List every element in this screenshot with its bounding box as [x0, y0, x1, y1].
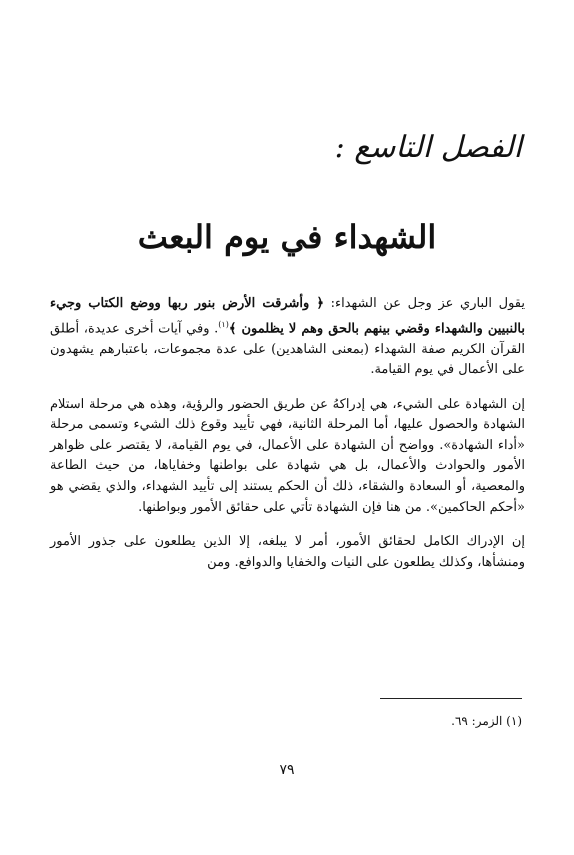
body-text [50, 294, 525, 587]
footnote: (١) الزمر: ٦٩. [451, 714, 522, 728]
paragraph-1 [50, 294, 525, 381]
footnote-divider [380, 698, 522, 699]
paragraph-2: إن الشهادة على الشيء، هي إدراكهُ عن طريق الحضور والرؤية، وهذه هي مرحلة استلام الشهادة والحصول عليها، أما المرحلة الثانية، فهي تأييد وقوع ذلك الشيء وتسمى مرحلة «أداء الشهادة». وواضح أن الشهادة على الأعمال، في يوم القيامة، لا يقتصر على ظواهر الأمور والحوادث والأعمال، بل هي شهادة على بواطنها وخفاياها، من حيث الطاعة والمعصية، أو السعادة والشقاء، ذلك أن الحكم يستند إلى تأييد الشهداء، والذي يقضي هو «أحكم الحاكمين». من هنا فإن الشهادة تأتي على حقائق الأمور وبواطنها. [50, 396, 525, 515]
paragraph-1-intro: يقول الباري عز وجل عن الشهداء: [323, 296, 525, 311]
quran-verse: ﴿ وأشرقت الأرض بنور ربها ووضع الكتاب وجيء بالنبيين والشهداء وقضي بينهم بالحق وهم لا يظلمون ﴾ [50, 296, 525, 336]
chapter-title: الشهداء في يوم البعث [137, 218, 437, 256]
paragraph-3: إن الإدراك الكامل لحقائق الأمور، أمر لا يبلغه، إلا الذين يطلعون على جذور الأمور ومنشأها، وكذلك يطلعون على النيات والخفايا والدوافع. ومن [50, 534, 525, 570]
paragraph-1-rest: . وفي آيات أخرى عديدة، أطلق القرآن الكريم صفة الشهداء (بمعنى الشاهدين) على عدة مجموعات، باعتبارهم يشهدون على الأعمال في يوم القيامة. [50, 320, 525, 378]
page-number: ٧٩ [279, 762, 295, 778]
footnote-marker: (١) [218, 319, 229, 329]
chapter-label: الفصل التاسع : [334, 130, 522, 165]
